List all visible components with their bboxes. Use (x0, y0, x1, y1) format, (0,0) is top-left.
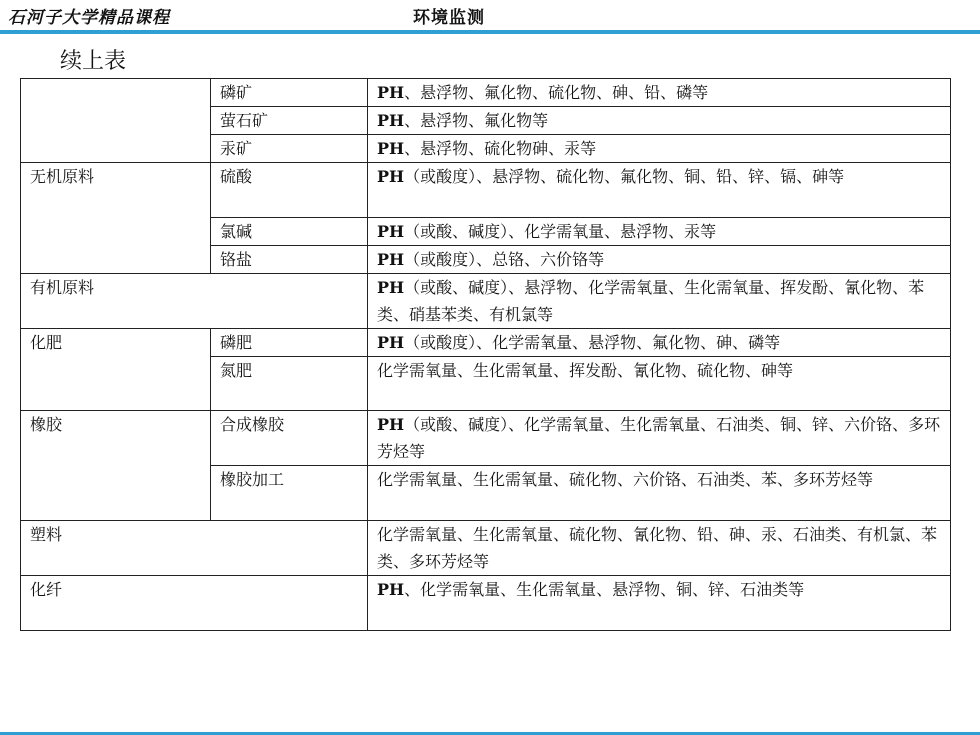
subject-title: 环境监测 (413, 8, 485, 28)
product-cell: 磷肥 (211, 329, 368, 357)
pollutant-cell: PH（或酸度）、总铬、六价铬等 (368, 246, 951, 274)
pollutant-cell: PH（或酸度）、悬浮物、硫化物、氟化物、铜、铅、锌、镉、砷等 (368, 163, 951, 218)
industry-cell: 无机原料 (21, 163, 211, 274)
pollutant-cell: PH、悬浮物、硫化物砷、汞等 (368, 135, 951, 163)
product-cell: 汞矿 (211, 135, 368, 163)
page-header (0, 0, 980, 30)
industry-cell: 橡胶 (21, 411, 211, 521)
industry-cell (21, 79, 211, 163)
pollutant-cell: 化学需氧量、生化需氧量、硫化物、六价铬、石油类、苯、多环芳烃等 (368, 466, 951, 521)
course-title: 石河子大学精品课程 (8, 8, 170, 28)
industry-cell: 化纤 (21, 576, 368, 631)
product-cell: 萤石矿 (211, 107, 368, 135)
pollutant-cell: PH（或酸、碱度）、化学需氧量、生化需氧量、石油类、铜、锌、六价铬、多环芳烃等 (368, 411, 951, 466)
table-row (21, 79, 951, 107)
pollutant-cell: PH、悬浮物、氟化物、硫化物、砷、铅、磷等 (368, 79, 951, 107)
industry-cell: 有机原料 (21, 274, 368, 329)
table-row (21, 329, 951, 357)
product-cell: 磷矿 (211, 79, 368, 107)
industry-cell: 化肥 (21, 329, 211, 411)
pollutant-cell: PH（或酸度）、化学需氧量、悬浮物、氟化物、砷、磷等 (368, 329, 951, 357)
product-cell: 橡胶加工 (211, 466, 368, 521)
pollutant-cell: 化学需氧量、生化需氧量、挥发酚、氰化物、硫化物、砷等 (368, 357, 951, 411)
pollutant-table (20, 78, 951, 631)
table-row (21, 411, 951, 466)
industry-cell: 塑料 (21, 521, 368, 576)
product-cell: 铬盐 (211, 246, 368, 274)
product-cell: 合成橡胶 (211, 411, 368, 466)
pollutant-cell: PH、化学需氧量、生化需氧量、悬浮物、铜、锌、石油类等 (368, 576, 951, 631)
product-cell: 硫酸 (211, 163, 368, 218)
product-cell: 氯碱 (211, 218, 368, 246)
continued-label: 续上表 (60, 49, 127, 74)
table-row (21, 274, 951, 329)
table-row (21, 163, 951, 218)
pollutant-cell: PH（或酸、碱度）、化学需氧量、悬浮物、汞等 (368, 218, 951, 246)
pollutant-cell: PH、悬浮物、氟化物等 (368, 107, 951, 135)
table-row (21, 521, 951, 576)
product-cell: 氮肥 (211, 357, 368, 411)
pollutant-cell: PH（或酸、碱度）、悬浮物、化学需氧量、生化需氧量、挥发酚、氰化物、苯类、硝基苯类、有机氯等 (368, 274, 951, 329)
header-rule (0, 30, 980, 34)
table-row (21, 576, 951, 631)
pollutant-cell: 化学需氧量、生化需氧量、硫化物、氰化物、铅、砷、汞、石油类、有机氯、苯类、多环芳烃等 (368, 521, 951, 576)
